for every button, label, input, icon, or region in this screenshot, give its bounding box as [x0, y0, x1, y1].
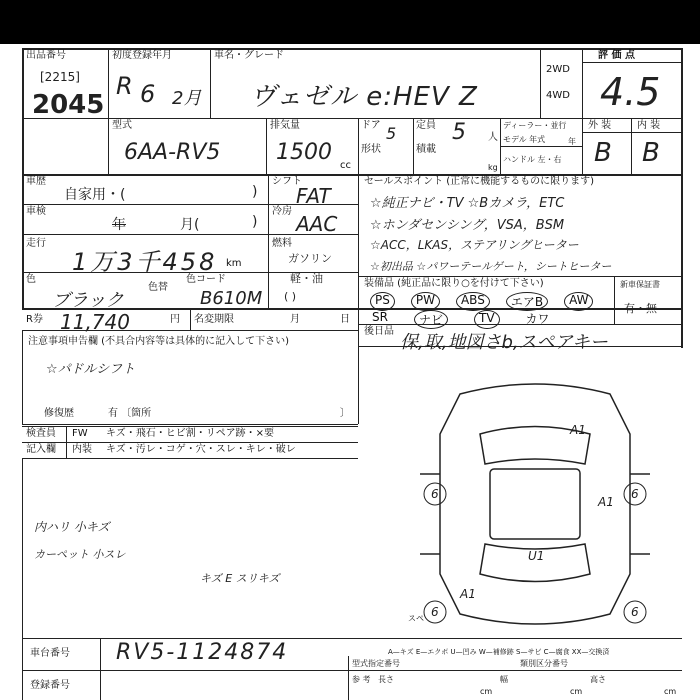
seats-unit: 人 [488, 132, 498, 143]
model-year-label: モデル 年式 [503, 135, 546, 144]
name-change-day: 日 [340, 314, 350, 325]
fuel-gas: ガソリン [288, 252, 332, 265]
name-label: 車名・グレード [214, 50, 284, 61]
usage-close: ) [252, 184, 258, 200]
chassis-value: RV5-1124874 [116, 640, 289, 665]
length-unit: cm [480, 687, 493, 696]
equipment-tv: TV [474, 310, 500, 329]
interior-value: B [642, 138, 660, 168]
tire-mark: 6 [431, 487, 439, 501]
doors-value: 5 [386, 124, 397, 143]
grade-label: 評 価 点 [598, 50, 635, 61]
mileage-value: 1万3千458 [72, 248, 218, 276]
repair-close: 〕 [340, 408, 350, 419]
interior-code-label: 内装 [72, 444, 92, 455]
length-label: 長さ [378, 675, 394, 684]
equipment-pw: PW [411, 292, 440, 311]
tire-mark: 6 [631, 605, 639, 619]
height-unit: cm [664, 687, 677, 696]
name-change-month: 月 [290, 314, 300, 325]
handwritten-note: 内ハリ 小キズ [34, 520, 110, 534]
equipment-title: 装備品 (純正品に限り○を付けて下さい) [364, 278, 544, 289]
inspection-label: 車検 [26, 206, 46, 217]
damage-mark-rear-left: A1 [460, 587, 476, 601]
first-reg-label: 初度登録年月 [112, 50, 172, 61]
km-unit: km [226, 258, 242, 269]
first-reg-month: 2月 [172, 88, 202, 109]
drive-2wd: 2WD [546, 64, 570, 75]
damage-legend: A—キズ E—エクボ U—凹み W—補修跡 S—サビ C—腐食 XX—交換済 [388, 648, 610, 656]
repair-label: 修復歴 [44, 408, 74, 419]
equipment-airbag: エアB [506, 292, 548, 311]
inspection-close: ) [252, 214, 258, 230]
sales-point-line: ☆ホンダセンシング，VSA，BSM [370, 218, 565, 233]
repair-value: 有 〔箇所 [108, 408, 152, 419]
ac-label: 冷房 [272, 206, 292, 217]
equipment-row-1 [370, 292, 593, 311]
recycle-label: R券 [26, 314, 43, 325]
usage-value: 自家用・( [64, 187, 126, 203]
kg-unit: kg [488, 163, 498, 172]
handwritten-note: カーペット 小スレ [34, 548, 126, 561]
fuel-light-oil: 軽・油 [290, 272, 323, 285]
recycle-value: 11,740 [60, 310, 130, 334]
color-no-label: 色コード [186, 274, 226, 285]
color-value: ブラック [52, 290, 124, 311]
handle-label: ハンドル 左・右 [503, 155, 562, 164]
name-change-label: 名変期限 [194, 314, 234, 325]
color-label: 色 [26, 274, 36, 285]
tire-mark: 6 [431, 605, 439, 619]
post-sale-title: 後日品 [364, 326, 394, 337]
damage-mark-front: A1 [570, 423, 586, 437]
inspector-fw: FW [72, 428, 88, 439]
recycle-unit: 円 [170, 314, 180, 325]
equipment-leather: カワ [525, 312, 550, 326]
shift-value: FAT [296, 184, 331, 208]
car-diagram [390, 374, 680, 634]
cargo-label: 積載 [416, 144, 436, 155]
first-reg-year: 6 [140, 80, 156, 108]
spare-label: スペ [408, 614, 424, 623]
sales-points-title: セールスポイント (正常に機能するものに限ります) [364, 176, 595, 187]
displacement-label: 排気量 [270, 120, 300, 131]
seats-value: 5 [452, 120, 466, 145]
mileage-label: 走行 [26, 238, 46, 249]
ref-label: 参 考 [352, 675, 371, 684]
color-no-value: B610M [200, 288, 263, 309]
sales-point-line: ☆初出品 ☆パワーテールゲート，シートヒーター [370, 260, 612, 273]
inspection-month: 月( [180, 217, 200, 233]
displacement-value: 1500 [276, 140, 332, 165]
inspector-codes-1: キズ・飛石・ヒビ割・リペア跡・×要 [106, 428, 274, 439]
damage-mark-right: A1 [598, 495, 614, 509]
sales-point-line: ☆純正ナビ・TV ☆Bカメラ，ETC [370, 196, 565, 211]
warranty-label: 新車保証書 [620, 280, 660, 289]
dealer-label: ディーラー・並行 [503, 121, 567, 130]
width-label: 幅 [500, 675, 508, 684]
warranty-choice: 有・無 [624, 302, 657, 315]
color-code-label: 色替 [148, 282, 168, 293]
first-reg-era: R [116, 72, 133, 100]
type-cert-label: 型式指定番号 [352, 659, 400, 668]
inspector-label: 検査員 [26, 428, 56, 439]
entry-label: 記入欄 [26, 444, 56, 455]
shape-label: 形状 [361, 144, 381, 155]
lot-number: 2045 [32, 90, 105, 120]
equipment-abs: ABS [456, 292, 490, 311]
auction-sheet [0, 44, 700, 700]
interior-label: 内 装 [637, 120, 661, 131]
year-suffix: 年 [568, 137, 576, 146]
ac-value: AAC [296, 212, 338, 236]
class-label: 類別区分番号 [520, 659, 568, 668]
seats-label: 定員 [416, 120, 436, 131]
tire-mark: 6 [631, 487, 639, 501]
notes-title: 注意事項申告欄 (不具合内容等は具体的に記入して下さい) [28, 336, 289, 347]
chassis-label: 車台番号 [30, 648, 70, 659]
car-name: ヴェゼル e:HEV Z [250, 82, 478, 112]
notes-value: ☆パドルシフト [46, 362, 136, 377]
damage-mark-roof: U1 [528, 549, 545, 563]
reg-label: 登録番号 [30, 680, 70, 691]
post-sale-value: 保,取,地図さb,スペアキー [400, 332, 608, 353]
height-label: 高さ [590, 675, 606, 684]
lot-label: 出品番号 [26, 50, 66, 61]
grade-value: 4.5 [600, 70, 661, 114]
shift-label: シフト [272, 176, 302, 187]
inspector-codes-2: キズ・汚レ・コゲ・穴・スレ・キレ・破レ [106, 444, 296, 455]
equipment-sr: SR [372, 310, 388, 324]
equipment-row-2 [372, 310, 550, 329]
exterior-value: B [594, 138, 612, 168]
lot-sub: [2215] [40, 70, 80, 84]
fuel-label: 燃料 [272, 238, 292, 249]
equipment-navi: ナビ [414, 310, 448, 329]
exterior-label: 外 装 [588, 120, 612, 131]
equipment-aw: AW [564, 292, 593, 311]
fuel-paren: ( ) [284, 290, 297, 303]
doors-label: ドア [361, 120, 381, 131]
handwritten-note: キズ E スリキズ [200, 572, 280, 585]
equipment-ps: PS [370, 292, 395, 311]
usage-label: 車歴 [26, 176, 46, 187]
model-label: 型式 [112, 120, 132, 131]
model-value: 6AA-RV5 [124, 140, 221, 165]
drive-4wd: 4WD [546, 90, 570, 101]
sales-point-line: ☆ACC，LKAS，ステアリングヒーター [370, 238, 579, 252]
inspection-year: 年 [112, 217, 126, 233]
cc-unit: cc [340, 160, 351, 171]
width-unit: cm [570, 687, 583, 696]
